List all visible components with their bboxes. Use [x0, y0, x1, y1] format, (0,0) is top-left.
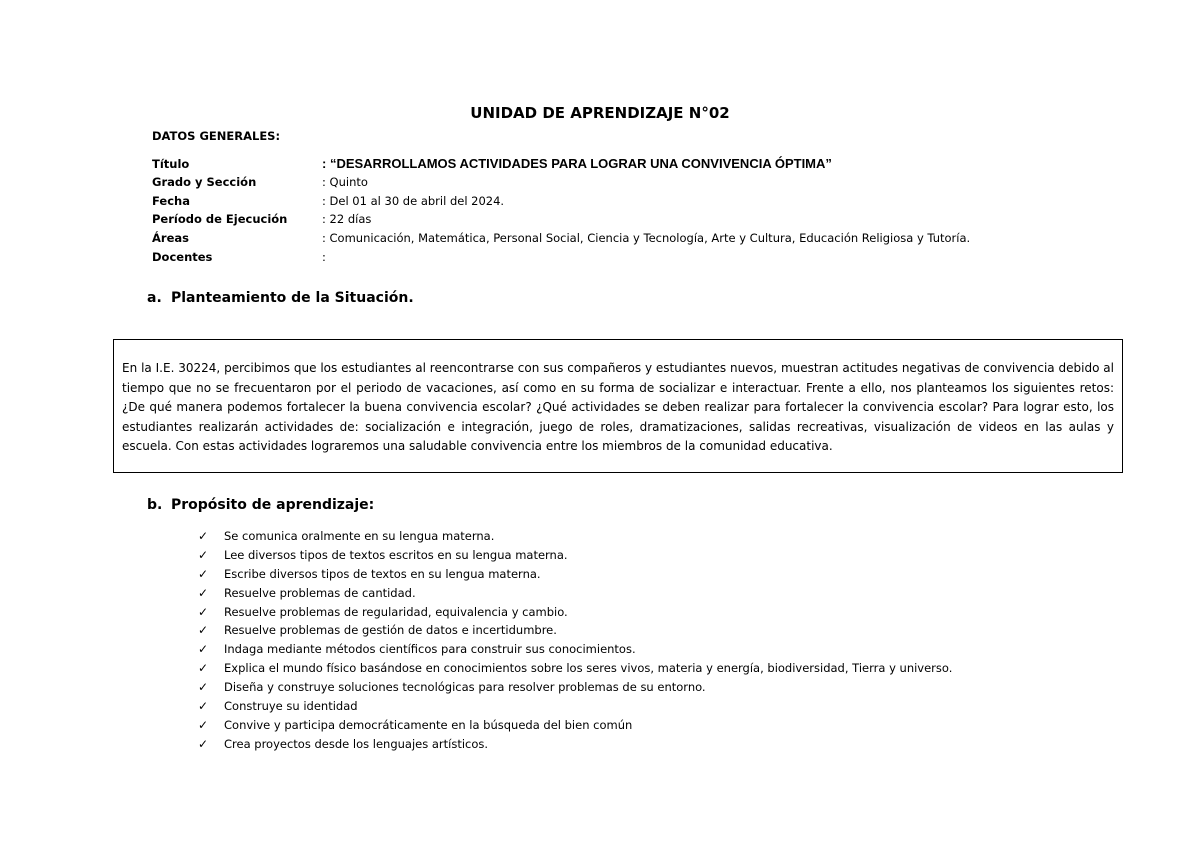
info-label: Fecha	[152, 193, 190, 208]
info-label: Período de Ejecución	[152, 212, 288, 227]
info-row-periodo	[152, 212, 1072, 231]
situation-box	[113, 339, 1123, 473]
purpose-item	[198, 661, 952, 680]
purpose-list	[198, 529, 952, 756]
purpose-text: Resuelve problemas de regularidad, equivalencia y cambio.	[224, 604, 568, 619]
checkmark-icon: ✓	[198, 736, 209, 751]
info-label: Docentes	[152, 249, 213, 264]
purpose-text: Resuelve problemas de cantidad.	[224, 585, 416, 600]
general-data-table	[152, 156, 1072, 269]
purpose-item	[198, 623, 952, 642]
section-a-heading	[147, 290, 414, 306]
checkmark-icon: ✓	[198, 585, 209, 600]
purpose-item	[198, 529, 952, 548]
info-label: Áreas	[152, 231, 189, 246]
purpose-text: Resuelve problemas de gestión de datos e incertidumbre.	[224, 623, 557, 638]
info-row-grado	[152, 175, 1072, 194]
purpose-item	[198, 567, 952, 586]
purpose-item	[198, 605, 952, 624]
purpose-item	[198, 680, 952, 699]
checkmark-icon: ✓	[198, 604, 209, 619]
section-b-heading	[147, 497, 374, 513]
checkmark-icon: ✓	[198, 680, 209, 695]
purpose-text: Diseña y construye soluciones tecnológicas para resolver problemas de su entorno.	[224, 680, 706, 695]
situation-text: En la I.E. 30224, percibimos que los estudiantes al reencontrarse con sus compañeros y estudiantes nuevos, muestran actitudes negativas de convivencia debido al tiempo que no se frecuentaron por el periodo de vacaciones, así como en su forma de socializar e interactuar. Frente a ello, nos planteamos los siguientes retos: ¿De qué manera podemos fortalecer la buena convivencia escolar? ¿Qué actividades se deben realizar para fortalecer la convivencia escolar? Para lograr esto, los estudiantes realizarán actividades de: socialización e integración, juego de roles, dramatizaciones, salidas recreativas, visualización de videos en las aulas y escuela. Con estas actividades lograremos una saludable convivencia entre los miembros de la comunidad educativa.	[122, 361, 1114, 453]
document-title: UNIDAD DE APRENDIZAJE N°02	[470, 104, 730, 122]
purpose-text: Se comunica oralmente en su lengua materna.	[224, 529, 495, 543]
info-row-areas	[152, 231, 1072, 250]
info-value: :	[322, 249, 326, 264]
checkmark-icon: ✓	[198, 566, 209, 581]
purpose-text: Explica el mundo físico basándose en conocimientos sobre los seres vivos, materia y energía, biodiversidad, Tierra y universo.	[224, 661, 953, 676]
purpose-item	[198, 548, 952, 567]
general-data-heading: DATOS GENERALES:	[152, 129, 281, 143]
purpose-item	[198, 737, 952, 756]
purpose-text: Crea proyectos desde los lenguajes artísticos.	[224, 736, 489, 751]
purpose-text: Construye su identidad	[224, 699, 358, 714]
info-value: : Quinto	[322, 174, 368, 189]
purpose-text: Indaga mediante métodos científicos para construir sus conocimientos.	[224, 642, 636, 657]
info-value: : “DESARROLLAMOS ACTIVIDADES PARA LOGRAR UNA CONVIVENCIA ÓPTIMA”	[322, 156, 832, 171]
info-label: Grado y Sección	[152, 174, 257, 189]
purpose-item	[198, 718, 952, 737]
purpose-text: Lee diversos tipos de textos escritos en su lengua materna.	[224, 547, 568, 562]
purpose-item	[198, 642, 952, 661]
section-marker: b.	[147, 497, 163, 513]
section-marker: a.	[147, 290, 162, 306]
info-value: : Comunicación, Matemática, Personal Social, Ciencia y Tecnología, Arte y Cultura, Educación Religiosa y Tutoría.	[322, 231, 971, 246]
checkmark-icon: ✓	[198, 699, 209, 714]
info-value: : 22 días	[322, 212, 372, 227]
purpose-text: Escribe diversos tipos de textos en su lengua materna.	[224, 566, 541, 581]
purpose-text: Convive y participa democráticamente en la búsqueda del bien común	[224, 717, 633, 732]
section-title: Propósito de aprendizaje:	[171, 497, 375, 513]
checkmark-icon: ✓	[198, 661, 209, 676]
info-value: : Del 01 al 30 de abril del 2024.	[322, 193, 505, 208]
checkmark-icon: ✓	[198, 623, 209, 638]
info-row-fecha	[152, 194, 1072, 213]
checkmark-icon: ✓	[198, 642, 209, 657]
info-label: Título	[152, 157, 190, 171]
section-title: Planteamiento de la Situación.	[171, 290, 414, 306]
purpose-item	[198, 699, 952, 718]
info-row-titulo	[152, 156, 1072, 175]
purpose-item	[198, 586, 952, 605]
checkmark-icon: ✓	[198, 529, 209, 543]
info-row-docentes	[152, 250, 1072, 269]
checkmark-icon: ✓	[198, 547, 209, 562]
checkmark-icon: ✓	[198, 717, 209, 732]
